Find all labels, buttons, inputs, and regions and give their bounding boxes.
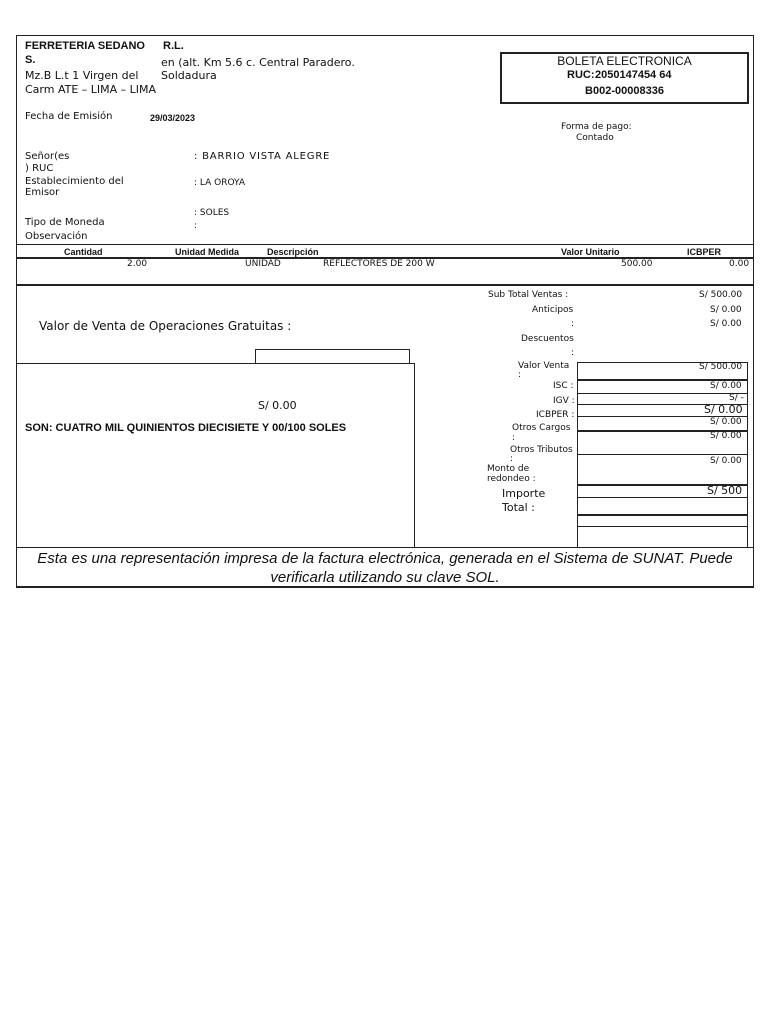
company-address-left-1: Mz.B L.t 1 Virgen del xyxy=(25,69,139,82)
igv-value-dash: S/ - xyxy=(729,393,744,403)
row-unidad: UNIDAD xyxy=(245,259,281,269)
payment-label: Forma de pago: xyxy=(561,122,632,132)
igv-value: S/ 0.00 xyxy=(704,403,743,416)
icbper-value: S/ 0.00 xyxy=(710,417,742,427)
monto-redondeo-label-1: Monto de xyxy=(487,464,530,474)
company-address-right-2: Soldadura xyxy=(161,69,217,82)
otros-tributos-label: Otros Tributos xyxy=(510,445,573,455)
ruc-label: ) RUC xyxy=(25,163,54,174)
table-bottom-border xyxy=(16,284,754,286)
valor-venta-colon: : xyxy=(518,370,522,380)
values-box-line-6 xyxy=(577,454,748,455)
emission-date-label: Fecha de Emisión xyxy=(25,111,113,122)
gratuitas-value: S/ 0.00 xyxy=(258,399,297,412)
vertical-divider xyxy=(414,363,415,547)
colon-value: S/ 0.00 xyxy=(710,319,742,329)
currency-value: : SOLES xyxy=(194,208,230,218)
establishment-label-2: Emisor xyxy=(25,187,60,198)
values-box-line-8 xyxy=(577,497,748,498)
currency-label: Tipo de Moneda xyxy=(25,217,105,228)
payment-value: Contado xyxy=(576,133,614,143)
colon-label: : xyxy=(571,319,575,329)
subtotal-value: S/ 500.00 xyxy=(699,290,743,300)
row-icbper: 0.00 xyxy=(729,259,750,269)
importe-label: Importe xyxy=(502,487,546,500)
observation-label: Observación xyxy=(25,231,88,242)
frame-top-border xyxy=(16,35,754,36)
gratuitas-input-box xyxy=(255,349,410,364)
establishment-value: : LA OROYA xyxy=(194,178,246,188)
table-top-border xyxy=(16,244,754,245)
company-name-tail: S. xyxy=(25,54,36,66)
row-descripcion: REFLECTORES DE 200 W xyxy=(323,259,435,269)
company-address-right-1: en (alt. Km 5.6 c. Central Paradero. xyxy=(161,56,355,69)
valor-venta-value: S/ 500.00 xyxy=(699,362,743,372)
isc-label: ISC : xyxy=(553,381,574,391)
emission-date-value: 29/03/2023 xyxy=(150,113,196,123)
monto-redondeo-value: S/ 0.00 xyxy=(710,456,742,466)
frame-right-border xyxy=(753,35,754,587)
otros-cargos-colon: : xyxy=(512,433,516,443)
currency-colon: : xyxy=(194,221,198,231)
isc-value: S/ 0.00 xyxy=(710,381,742,391)
otros-cargos-value: S/ 0.00 xyxy=(710,431,742,441)
son-amount-text: SON: CUATRO MIL QUINIENTOS DIECISIETE Y 00/100 SOLES xyxy=(25,422,347,434)
values-box-line-2 xyxy=(577,393,748,394)
subtotal-label: Sub Total Ventas : xyxy=(488,290,569,300)
col-header-cantidad: Cantidad xyxy=(64,247,103,257)
importe-total-value: S/ 500 xyxy=(707,484,743,497)
document-ruc-label: RUC: xyxy=(567,69,595,81)
descuentos-colon: : xyxy=(571,348,575,358)
valor-venta-label: Valor Venta xyxy=(518,361,570,371)
col-header-unidad: Unidad Medida xyxy=(175,247,240,257)
anticipos-label: Anticipos xyxy=(532,305,574,315)
anticipos-value: S/ 0.00 xyxy=(710,305,742,315)
company-address-left-2: Carm ATE – LIMA – LIMA xyxy=(25,83,157,96)
senor-label: Señor(es xyxy=(25,151,70,162)
icbper-label: ICBPER : xyxy=(536,410,575,420)
values-box-line-9 xyxy=(577,514,748,516)
monto-redondeo-label-2: redondeo : xyxy=(487,474,536,484)
left-panel-edge xyxy=(16,286,17,362)
row-valor-unitario: 500.00 xyxy=(621,259,653,269)
col-header-descripcion: Descripción xyxy=(267,247,319,257)
otros-tributos-colon: : xyxy=(510,454,514,464)
col-header-icbper: ICBPER xyxy=(687,247,722,257)
total-label: Total : xyxy=(502,501,535,514)
footer-disclaimer-line-1: Esta es una representación impresa de la factura electrónica, generada en el Sistema de SUNAT. Puede xyxy=(37,550,733,567)
footer-disclaimer-line-2: verificarla utilizando su clave SOL. xyxy=(270,569,500,586)
footer-top-border xyxy=(16,547,754,548)
document-number: B002-00008336 xyxy=(585,85,664,97)
descuentos-label: Descuentos xyxy=(521,334,574,344)
left-panel-divider xyxy=(16,363,414,364)
document-ruc-value: 2050147454 64 xyxy=(595,69,672,81)
document-title: BOLETA ELECTRONICA xyxy=(557,54,692,68)
establishment-label-1: Establecimiento del xyxy=(25,176,124,187)
igv-label: IGV : xyxy=(553,396,575,406)
company-name: FERRETERIA SEDANO xyxy=(25,40,145,52)
company-name-suffix: R.L. xyxy=(163,40,184,52)
gratuitas-label: Valor de Venta de Operaciones Gratuitas : xyxy=(39,319,292,333)
row-cantidad: 2.00 xyxy=(127,259,148,269)
frame-bottom-border xyxy=(16,586,754,588)
values-box-line-10 xyxy=(577,526,748,527)
senor-value: : BARRIO VISTA ALEGRE xyxy=(194,151,331,162)
otros-cargos-label: Otros Cargos xyxy=(512,423,571,433)
col-header-valor-unitario: Valor Unitario xyxy=(561,247,620,257)
